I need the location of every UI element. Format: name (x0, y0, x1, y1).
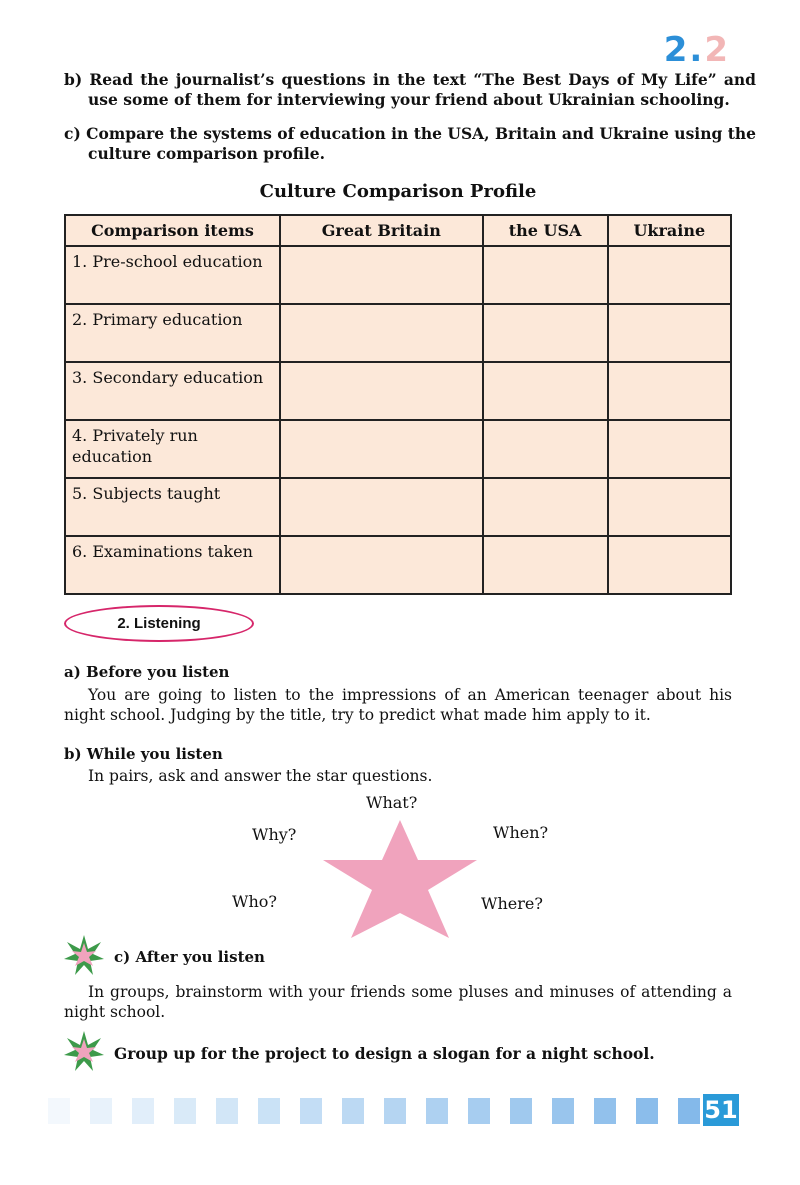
cell-ukraine[interactable] (608, 246, 731, 304)
cell-ukraine[interactable] (608, 420, 731, 478)
footer-stripe (384, 1098, 406, 1124)
cell-ukraine[interactable] (608, 362, 731, 420)
unit-number-main: 2. (663, 30, 705, 70)
footer-stripe (342, 1098, 364, 1124)
table-row (65, 420, 731, 478)
footer-stripe (594, 1098, 616, 1124)
star-question-where: Where? (481, 894, 543, 913)
star-shape (320, 818, 480, 940)
header-usa: the USA (483, 215, 608, 246)
row-label: 1. Pre-school education (65, 246, 280, 304)
footer-stripe (48, 1098, 70, 1124)
footer-stripe (468, 1098, 490, 1124)
before-listen-heading: a) Before you listen (64, 663, 230, 681)
cell-ukraine[interactable] (608, 536, 731, 594)
cell-great-britain[interactable] (280, 536, 483, 594)
header-ukraine: Ukraine (608, 215, 731, 246)
footer-stripe (552, 1098, 574, 1124)
cell-great-britain[interactable] (280, 478, 483, 536)
cell-great-britain[interactable] (280, 246, 483, 304)
footer-stripe (636, 1098, 658, 1124)
project-star-icon (63, 934, 105, 976)
before-listen-text: You are going to listen to the impressions of an American teenager about his night school. Judging by the title, try to predict what made him apply to it. (64, 686, 732, 724)
footer-stripe (132, 1098, 154, 1124)
cell-great-britain[interactable] (280, 362, 483, 420)
footer-stripe (90, 1098, 112, 1124)
header-comparison-items: Comparison items (65, 215, 280, 246)
footer-stripe (216, 1098, 238, 1124)
unit-number (664, 30, 730, 70)
star-question-when: When? (493, 823, 549, 842)
culture-comparison-table (64, 214, 732, 595)
footer-stripe (510, 1098, 532, 1124)
table-row (65, 246, 731, 304)
table-row (65, 478, 731, 536)
cell-usa[interactable] (483, 420, 608, 478)
project-task-text: Group up for the project to design a slogan for a night school. (114, 1044, 655, 1063)
star-question-why: Why? (252, 825, 297, 844)
table-row (65, 304, 731, 362)
section-label-listening (64, 605, 254, 642)
footer-stripe (174, 1098, 196, 1124)
task-c-text: c) Compare the systems of education in the USA, Britain and Ukraine using the culture comparison profile. (64, 124, 756, 163)
while-listen-heading: b) While you listen (64, 745, 223, 763)
after-listen-heading: c) After you listen (114, 948, 265, 966)
section-label-text: 2. Listening (117, 615, 201, 632)
unit-number-sub: 2 (704, 30, 730, 70)
footer-stripe (426, 1098, 448, 1124)
while-listen-text: In pairs, ask and answer the star questions. (88, 767, 433, 785)
cell-usa[interactable] (483, 536, 608, 594)
task-b-text: b) Read the journalist’s questions in the text “The Best Days of My Life” and use some of them for interviewing your friend about Ukrainian schooling. (64, 70, 756, 109)
footer-stripe (258, 1098, 280, 1124)
row-label: 6. Examinations taken (65, 536, 280, 594)
star-question-what: What? (366, 793, 418, 812)
footer-stripe (300, 1098, 322, 1124)
footer-stripe (678, 1098, 700, 1124)
row-label: 2. Primary education (65, 304, 280, 362)
cell-ukraine[interactable] (608, 478, 731, 536)
cell-great-britain[interactable] (280, 304, 483, 362)
star-polygon (323, 820, 477, 938)
cell-usa[interactable] (483, 478, 608, 536)
project-star-icon (63, 1030, 105, 1072)
cell-usa[interactable] (483, 362, 608, 420)
row-label: 3. Secondary education (65, 362, 280, 420)
table-title: Culture Comparison Profile (259, 181, 537, 202)
table-row (65, 362, 731, 420)
table-row (65, 536, 731, 594)
page-number: 51 (704, 1096, 738, 1124)
after-listen-text: In groups, brainstorm with your friends some pluses and minuses of attending a night school. (64, 983, 732, 1021)
cell-ukraine[interactable] (608, 304, 731, 362)
cell-great-britain[interactable] (280, 420, 483, 478)
cell-usa[interactable] (483, 246, 608, 304)
row-label: 5. Subjects taught (65, 478, 280, 536)
row-label: 4. Privately run education (65, 420, 280, 478)
table-header-row (65, 215, 731, 246)
star-question-who: Who? (232, 892, 277, 911)
header-great-britain: Great Britain (280, 215, 483, 246)
cell-usa[interactable] (483, 304, 608, 362)
